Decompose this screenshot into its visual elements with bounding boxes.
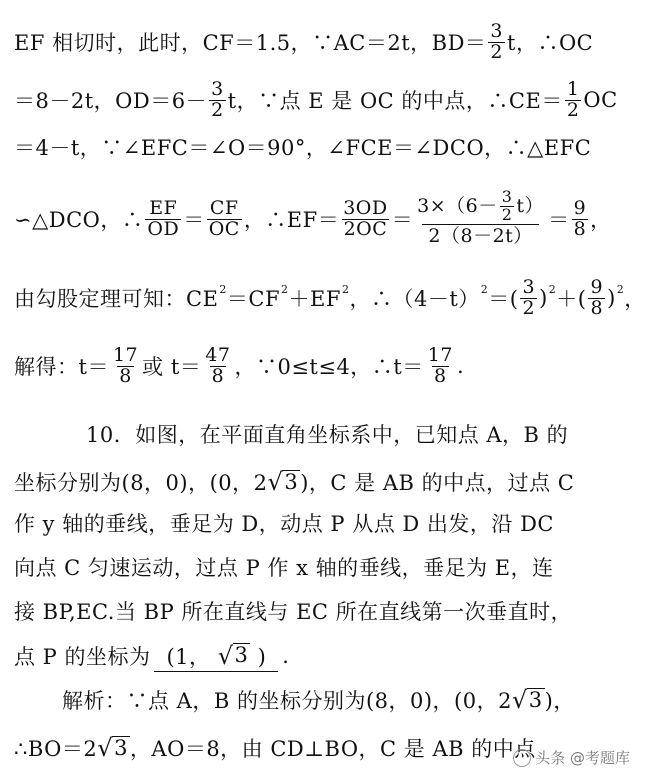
answer-blank: (1， √ 3 ): [154, 641, 278, 672]
fraction: $\frac{17}{8}$: [112, 343, 139, 387]
fraction: $\frac{CF}{OC}$: [208, 196, 240, 240]
watermark-logo-icon: [513, 749, 531, 767]
sqrt: √ 3: [217, 641, 249, 670]
text: ＝: [548, 208, 570, 232]
line-3: [14, 130, 632, 164]
text: t，∵点 E 是 OC 的中点，∴CE＝: [227, 89, 563, 113]
line-5: 由勾股定理可知：CE 2 ＝CF 2 ＋EF 2 ，∴（4－t） 2 ＝( $\frac{3}{2}$ ) 2 ＋( $\frac{9}{8}$ ) 2 ，: [14, 275, 646, 319]
fraction: $\frac{3}{2}$: [501, 187, 513, 225]
line-12: 点 P 的坐标为 (1， √ 3 ) .: [14, 641, 290, 670]
line-6: 解得：t＝ $\frac{17}{8}$ 或 t＝ $\frac{47}{8}$ ，∵0≤t≤4，∴t＝ $\frac{17}{8}$ .: [14, 343, 465, 387]
fraction: $\frac{9}{8}$: [590, 275, 604, 319]
text: ＝8－2t，OD＝6－: [14, 89, 208, 113]
fraction: $\frac{47}{8}$: [205, 343, 231, 387]
line-4: [14, 176, 632, 262]
fraction: $\frac{17}{8}$: [427, 343, 453, 387]
text: ＝: [183, 208, 205, 232]
line-2: [14, 72, 632, 128]
text: ＝: [391, 208, 414, 232]
line-10: 向点 C 匀速运动，过点 P 作 x 轴的垂线，垂足为 E，连: [14, 556, 554, 580]
line-11: 接 BP,EC.当 BP 所在直线与 EC 所在直线第一次垂直时，: [14, 600, 573, 624]
sqrt: √ 3: [267, 468, 299, 497]
text: ，∴EF＝: [243, 208, 340, 232]
solution-line-2: ∴BO＝2 √ 3 ，AO＝8，由 CD⊥BO，C 是 AB 的中点: [14, 734, 536, 763]
text: ＝4－t，∵∠EFC＝∠O＝90°，∠FCE＝∠DCO，∴△EFC: [14, 136, 592, 160]
line-8: 坐标分别为(8，0)，(0，2 √ 3 )，C 是 AB 的中点，过点 C: [14, 468, 575, 497]
fraction: $\frac{1}{2}$: [566, 77, 580, 121]
line-9: 作 y 轴的垂线，垂足为 D，动点 P 从点 D 出发，沿 DC: [14, 512, 554, 536]
fraction: $\frac{9}{8}$: [573, 196, 587, 240]
compound-fraction: 3×（6－ $\frac{3}{2}$ t） 2（8－2t）: [417, 187, 545, 247]
fraction: $\frac{3}{2}$: [211, 77, 224, 121]
fraction: $\frac{3OD}{2OC}$: [343, 196, 388, 240]
watermark: [513, 747, 630, 768]
line-1: [14, 14, 632, 70]
problem-10-heading: 10．如图，在平面直角坐标系中，已知点 A，B 的: [86, 423, 569, 447]
text: t，∴OC: [507, 31, 594, 55]
text: ，: [590, 208, 612, 232]
text: ∽△DCO，∴: [14, 208, 144, 232]
watermark-text: 头条 @考题库: [535, 749, 630, 767]
sqrt: √ 3: [97, 734, 128, 763]
fraction: $\frac{3}{2}$: [490, 19, 504, 63]
sqrt: √ 3: [511, 686, 543, 715]
solution-line-1: 解析：∵点 A，B 的坐标分别为(8，0)，(0，2 √ 3 )，: [62, 686, 575, 715]
fraction: $\frac{3}{2}$: [522, 275, 536, 319]
text: EF 相切时，此时，CF＝1.5，∵AC＝2t，BD＝: [14, 31, 487, 55]
text: OC: [583, 88, 618, 112]
fraction: $\frac{EF}{OD}$: [147, 196, 180, 240]
